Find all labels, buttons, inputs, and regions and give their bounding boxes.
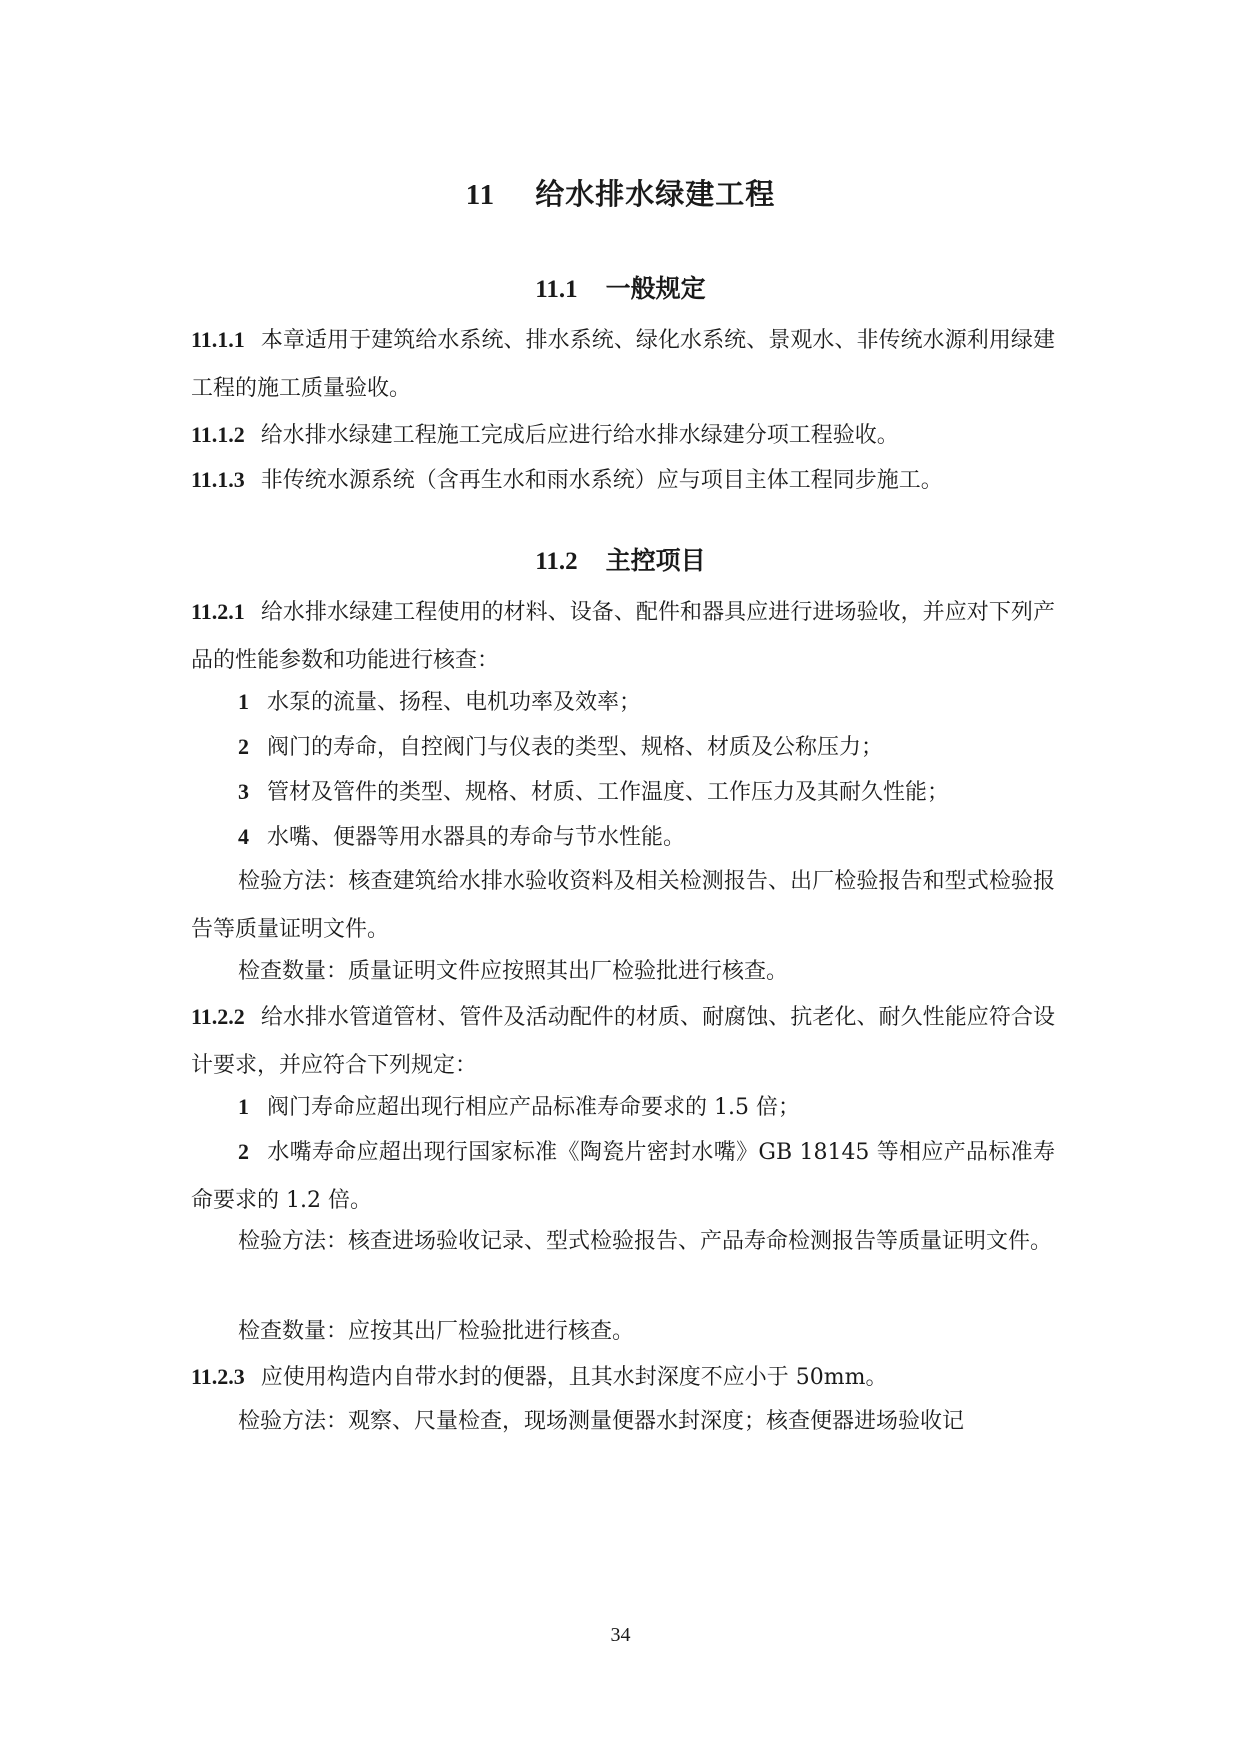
item-text: 水泵的流量、扬程、电机功率及效率； [267,690,642,715]
list-item [191,768,1055,817]
chapter-title [0,172,1241,213]
inspection-method: 检验方法：核查建筑给水排水验收资料及相关检测报告、出厂检验报告和型式检验报告等质量证明文件。 [191,869,1055,942]
item-text: 管材及管件的类型、规格、材质、工作温度、工作压力及其耐久性能； [267,780,950,805]
list-item [191,723,1055,772]
clause-number: 11.2.3 [191,1364,245,1389]
inspection-quantity: 检查数量：应按其出厂检验批进行核查。 [238,1319,635,1344]
clause-number: 11.1.2 [191,422,245,447]
section-heading: 主控项目 [605,546,706,575]
clause-11-1-3 [191,456,1055,505]
item-text: 水嘴、便器等用水器具的寿命与节水性能。 [267,825,686,850]
inspection-method: 检验方法：观察、尺量检查，现场测量便器水封深度；核查便器进场验收记 [238,1409,965,1434]
item-number: 4 [238,824,249,849]
inspection-quantity: 检查数量：质量证明文件应按照其出厂检验批进行核查。 [238,959,789,984]
list-item [191,813,1055,862]
clause-text: 给水排水绿建工程施工完成后应进行给水排水绿建分项工程验收。 [260,423,899,448]
list-item [191,1083,1055,1132]
item-text: 水嘴寿命应超出现行国家标准《陶瓷片密封水嘴》GB 18145 等相应产品标准寿命要求的 1.2 倍。 [191,1140,1055,1213]
clause-11-1-1 [191,316,1055,413]
clause-number: 11.1.3 [191,467,245,492]
list-item [191,678,1055,727]
item-number: 1 [238,1094,249,1119]
section-number: 11.1 [535,276,578,303]
clause-11-2-3 [191,1353,1055,1402]
section-number: 11.2 [535,548,578,575]
clause-text: 给水排水管道管材、管件及活动配件的材质、耐腐蚀、抗老化、耐久性能应符合设计要求，并应符合下列规定： [191,1005,1055,1078]
section-heading: 一般规定 [605,274,706,303]
item-text: 阀门的寿命，自控阀门与仪表的类型、规格、材质及公称压力； [267,735,884,760]
clause-text: 非传统水源系统（含再生水和雨水系统）应与项目主体工程同步施工。 [260,468,943,493]
section-title-11-2 [0,541,1241,577]
clause-number: 11.1.1 [191,327,245,352]
clause-text: 给水排水绿建工程使用的材料、设备、配件和器具应进行进场验收，并应对下列产品的性能参数和功能进行核查： [191,600,1055,673]
list-item [191,1128,1055,1225]
item-number: 3 [238,779,249,804]
chapter-heading: 给水排水绿建工程 [535,177,776,211]
clause-11-2-1 [191,588,1055,685]
clause-11-1-2 [191,411,1055,460]
section-title-11-1 [0,269,1241,305]
clause-number: 11.2.1 [191,599,245,624]
item-number: 2 [238,1139,249,1164]
clause-text: 本章适用于建筑给水系统、排水系统、绿化水系统、景观水、非传统水源利用绿建工程的施工质量验收。 [191,328,1055,401]
chapter-number: 11 [465,179,496,211]
clause-number: 11.2.2 [191,1004,245,1029]
item-number: 1 [238,689,249,714]
item-text: 阀门寿命应超出现行相应产品标准寿命要求的 1.5 倍； [267,1095,800,1120]
page-number: 34 [610,1624,631,1646]
inspection-method: 检验方法：核查进场验收记录、型式检验报告、产品寿命检测报告等质量证明文件。 [238,1229,1053,1254]
item-number: 2 [238,734,249,759]
clause-text: 应使用构造内自带水封的便器，且其水封深度不应小于 50mm。 [260,1365,888,1390]
clause-11-2-2 [191,993,1055,1090]
